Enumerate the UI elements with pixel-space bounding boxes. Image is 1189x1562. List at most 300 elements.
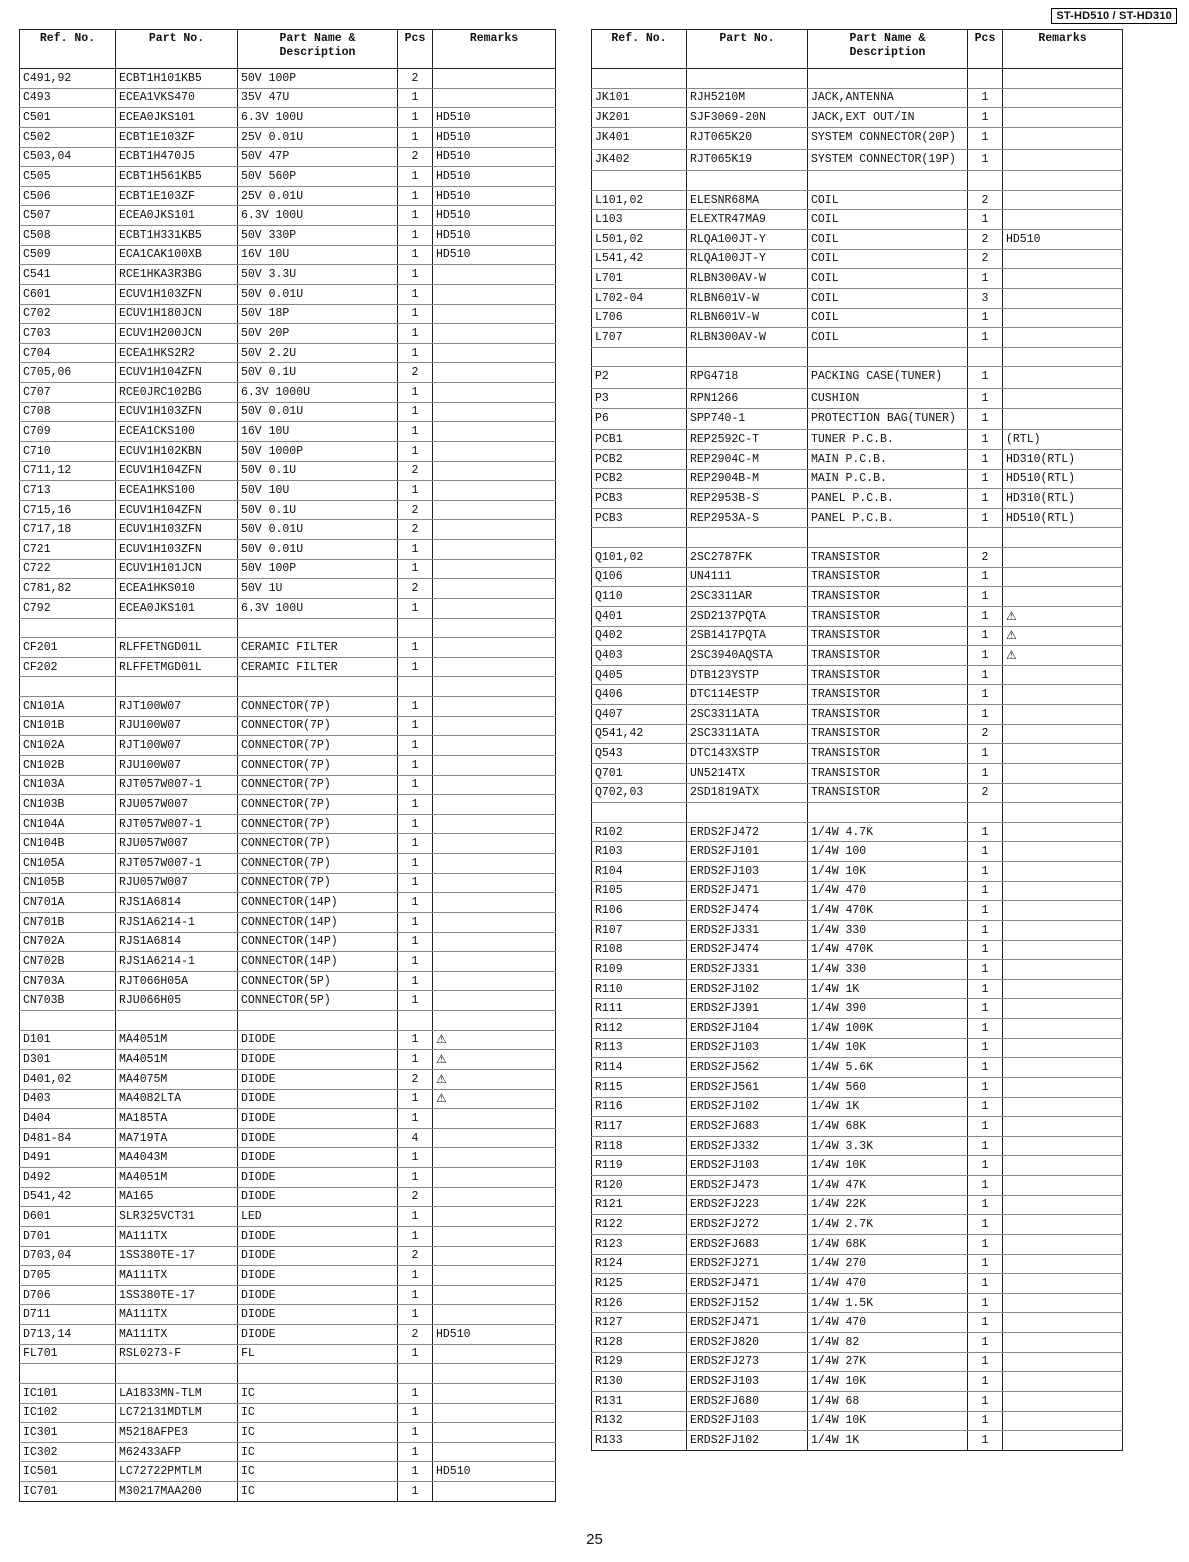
pcs-cell: 1 (968, 1117, 1003, 1137)
remarks-cell (1003, 862, 1123, 882)
table-row (592, 1019, 1123, 1039)
ref-no-cell: Q701 (592, 763, 687, 783)
pcs-cell: 2 (968, 724, 1003, 744)
part-name-cell: TRANSISTOR (808, 626, 968, 646)
pcs-cell: 1 (398, 186, 433, 206)
ref-no-cell: R116 (592, 1097, 687, 1117)
pcs-cell (968, 528, 1003, 548)
part-no-cell: ECUV1H104ZFN (116, 363, 238, 383)
part-no-cell: ECBT1H331KB5 (116, 226, 238, 246)
part-no-cell: ERDS2FJ102 (687, 979, 808, 999)
part-name-cell: TRANSISTOR (808, 685, 968, 705)
ref-no-cell: L702-04 (592, 288, 687, 308)
table-row (592, 940, 1123, 960)
pcs-cell: 1 (968, 1313, 1003, 1333)
remarks-cell (1003, 1195, 1123, 1215)
ref-no-cell: CN102B (20, 755, 116, 775)
part-name-cell: TRANSISTOR (808, 587, 968, 607)
part-no-cell: RJT065K20 (687, 127, 808, 149)
ref-no-cell: R105 (592, 881, 687, 901)
part-no-cell: MA4051M (116, 1030, 238, 1050)
remarks-cell: HD510 (433, 245, 556, 265)
ref-no-cell: L501,02 (592, 230, 687, 250)
part-name-cell: IC (238, 1442, 398, 1462)
part-name-cell: CONNECTOR(7P) (238, 736, 398, 756)
part-no-cell: ERDS2FJ273 (687, 1352, 808, 1372)
part-name-cell: MAIN P.C.B. (808, 449, 968, 469)
remarks-cell (1003, 1215, 1123, 1235)
part-name-cell: 1/4W 270 (808, 1254, 968, 1274)
remarks-cell: ⚠ (1003, 626, 1123, 646)
part-no-cell: MA4082LTA (116, 1089, 238, 1109)
remarks-cell (1003, 744, 1123, 764)
part-no-cell: ERDS2FJ102 (687, 1097, 808, 1117)
remarks-cell: HD510 (1003, 230, 1123, 250)
remarks-cell (433, 971, 556, 991)
ref-no-cell: C503,04 (20, 147, 116, 167)
part-name-cell (808, 803, 968, 823)
pcs-cell: 1 (398, 540, 433, 560)
pcs-header: Pcs (398, 30, 433, 69)
part-no-cell: 2SC2787FK (687, 548, 808, 568)
remarks-cell (433, 1403, 556, 1423)
remarks-cell (433, 873, 556, 893)
remarks-cell (433, 1442, 556, 1462)
part-name-cell: TRANSISTOR (808, 763, 968, 783)
part-name-cell: 50V 0.01U (238, 520, 398, 540)
remarks-cell (433, 88, 556, 108)
pcs-cell: 1 (398, 795, 433, 815)
part-no-cell: ECUV1H104ZFN (116, 461, 238, 481)
ref-no-cell (592, 69, 687, 89)
part-name-cell: 1/4W 470K (808, 901, 968, 921)
pcs-cell: 1 (398, 873, 433, 893)
remarks-cell (433, 363, 556, 383)
table-row (20, 952, 556, 972)
ref-no-cell: IC101 (20, 1383, 116, 1403)
table-row (20, 854, 556, 874)
ref-no-cell: Q543 (592, 744, 687, 764)
remarks-cell (1003, 127, 1123, 149)
table-row (20, 1442, 556, 1462)
table-row (592, 548, 1123, 568)
ref-no-cell: PCB2 (592, 469, 687, 489)
pcs-cell: 1 (398, 284, 433, 304)
table-row (592, 469, 1123, 489)
blank-row (592, 347, 1123, 367)
part-name-cell: 50V 0.01U (238, 284, 398, 304)
ref-no-cell: D711 (20, 1305, 116, 1325)
part-no-cell: UN5214TX (687, 763, 808, 783)
pcs-cell: 1 (398, 834, 433, 854)
table-row (592, 822, 1123, 842)
table-row (20, 88, 556, 108)
remarks-cell: ⚠ (433, 1030, 556, 1050)
ref-no-header: Ref. No. (20, 30, 116, 69)
pcs-cell: 1 (398, 1168, 433, 1188)
part-name-cell: 1/4W 10K (808, 862, 968, 882)
pcs-cell: 1 (398, 206, 433, 226)
ref-no-cell: R103 (592, 842, 687, 862)
part-name-cell: 1/4W 10K (808, 1372, 968, 1392)
part-no-cell: ERDS2FJ562 (687, 1058, 808, 1078)
part-name-cell: PANEL P.C.B. (808, 489, 968, 509)
remarks-cell (433, 481, 556, 501)
table-row (592, 606, 1123, 626)
ref-no-cell: C508 (20, 226, 116, 246)
table-row (20, 1266, 556, 1286)
table-row (592, 979, 1123, 999)
pcs-cell: 1 (398, 167, 433, 187)
ref-no-cell: Q110 (592, 587, 687, 607)
part-no-cell: ERDS2FJ101 (687, 842, 808, 862)
table-row (20, 363, 556, 383)
part-name-cell: TRANSISTOR (808, 724, 968, 744)
ref-no-cell: C781,82 (20, 579, 116, 599)
part-name-cell: 50V 1000P (238, 441, 398, 461)
part-no-cell: RLBN300AV-W (687, 269, 808, 289)
pcs-cell: 1 (398, 1266, 433, 1286)
part-no-cell: RJT065K19 (687, 149, 808, 171)
pcs-cell: 1 (968, 1156, 1003, 1176)
ref-no-cell: D481-84 (20, 1128, 116, 1148)
pcs-cell: 1 (968, 1234, 1003, 1254)
ref-no-cell: C703 (20, 324, 116, 344)
remarks-cell: ⚠ (433, 1069, 556, 1089)
ref-no-cell: R130 (592, 1372, 687, 1392)
part-name-cell: TUNER P.C.B. (808, 430, 968, 450)
part-name-cell: 1/4W 47K (808, 1176, 968, 1196)
ref-no-cell: C722 (20, 559, 116, 579)
ref-no-cell: R114 (592, 1058, 687, 1078)
table-row (592, 1215, 1123, 1235)
remarks-cell (433, 952, 556, 972)
ref-no-cell: R120 (592, 1176, 687, 1196)
part-no-cell: ECEA0JKS101 (116, 108, 238, 128)
ref-no-cell: D706 (20, 1285, 116, 1305)
part-no-cell: 2SB1417PQTA (687, 626, 808, 646)
parts-table-right-body (592, 69, 1123, 1451)
part-name-cell: 1/4W 330 (808, 920, 968, 940)
remarks-cell (1003, 842, 1123, 862)
table-row (20, 1089, 556, 1109)
part-name-cell: 1/4W 3.3K (808, 1136, 968, 1156)
remarks-cell (1003, 685, 1123, 705)
part-no-cell: ECEA0JKS101 (116, 598, 238, 618)
pcs-cell: 2 (398, 69, 433, 89)
blank-row (592, 69, 1123, 89)
ref-no-cell: R118 (592, 1136, 687, 1156)
remarks-cell (1003, 901, 1123, 921)
pcs-cell: 1 (398, 755, 433, 775)
remarks-cell (433, 1128, 556, 1148)
remarks-cell: HD510(RTL) (1003, 469, 1123, 489)
pcs-cell: 1 (398, 1226, 433, 1246)
table-row (592, 1097, 1123, 1117)
part-no-cell: REP2904C-M (687, 449, 808, 469)
ref-no-cell: IC701 (20, 1482, 116, 1502)
pcs-cell: 1 (968, 822, 1003, 842)
ref-no-cell: C721 (20, 540, 116, 560)
model-header: ST-HD510 / ST-HD310 (1051, 8, 1177, 24)
pcs-cell: 1 (968, 1431, 1003, 1451)
part-no-cell: RLQA100JT-Y (687, 230, 808, 250)
ref-no-cell: R117 (592, 1117, 687, 1137)
pcs-cell: 1 (398, 422, 433, 442)
pcs-cell: 1 (398, 304, 433, 324)
part-name-cell: 1/4W 68K (808, 1234, 968, 1254)
part-no-cell: UN4111 (687, 567, 808, 587)
table-row (592, 127, 1123, 149)
part-no-cell: ECBT1E103ZF (116, 186, 238, 206)
pcs-cell: 1 (968, 1195, 1003, 1215)
remarks-cell: HD310(RTL) (1003, 489, 1123, 509)
pcs-cell: 2 (398, 461, 433, 481)
table-row (20, 1226, 556, 1246)
part-name-cell: 50V 3.3U (238, 265, 398, 285)
part-name-cell: TRANSISTOR (808, 783, 968, 803)
table-row (20, 402, 556, 422)
part-name-cell: TRANSISTOR (808, 646, 968, 666)
table-row (592, 920, 1123, 940)
remarks-cell (433, 1246, 556, 1266)
table-row (592, 408, 1123, 430)
remarks-cell (433, 461, 556, 481)
remarks-cell (1003, 548, 1123, 568)
remarks-cell (433, 932, 556, 952)
pcs-cell: 2 (398, 520, 433, 540)
part-name-cell: COIL (808, 269, 968, 289)
part-name-cell: DIODE (238, 1168, 398, 1188)
table-row (592, 1156, 1123, 1176)
part-name-cell: CONNECTOR(7P) (238, 775, 398, 795)
pcs-cell: 1 (968, 901, 1003, 921)
table-row (20, 638, 556, 658)
part-no-cell: RPN1266 (687, 389, 808, 409)
part-no-cell: LC72722PMTLM (116, 1462, 238, 1482)
pcs-cell: 1 (968, 646, 1003, 666)
pcs-cell: 2 (398, 147, 433, 167)
part-no-cell: 2SC3940AQSTA (687, 646, 808, 666)
part-name-cell: CONNECTOR(5P) (238, 991, 398, 1011)
part-name-cell: CONNECTOR(5P) (238, 971, 398, 991)
table-row (592, 389, 1123, 409)
remarks-cell (433, 638, 556, 658)
part-no-cell: ECUV1H200JCN (116, 324, 238, 344)
pcs-cell: 2 (968, 548, 1003, 568)
part-no-cell: RJU066H05 (116, 991, 238, 1011)
part-name-cell: 1/4W 1K (808, 979, 968, 999)
part-name-cell: COIL (808, 288, 968, 308)
table-row (20, 422, 556, 442)
ref-no-cell: CN703A (20, 971, 116, 991)
pcs-cell: 1 (398, 1344, 433, 1364)
table-row (592, 149, 1123, 171)
part-no-cell: 1SS380TE-17 (116, 1285, 238, 1305)
table-row (20, 461, 556, 481)
part-name-cell: COIL (808, 210, 968, 230)
blank-row (20, 618, 556, 638)
ref-no-cell: Q407 (592, 705, 687, 725)
part-name-cell: PANEL P.C.B. (808, 508, 968, 528)
ref-no-cell: R119 (592, 1156, 687, 1176)
remarks-cell (1003, 803, 1123, 823)
part-no-cell: ECBT1E103ZF (116, 127, 238, 147)
ref-no-cell: CN702B (20, 952, 116, 972)
table-row (20, 226, 556, 246)
ref-no-cell: C505 (20, 167, 116, 187)
remarks-cell (433, 697, 556, 717)
part-name-cell: COIL (808, 328, 968, 348)
pcs-cell: 1 (968, 430, 1003, 450)
ref-no-cell: R129 (592, 1352, 687, 1372)
pcs-cell: 1 (968, 665, 1003, 685)
ref-no-cell: C709 (20, 422, 116, 442)
table-row (592, 1136, 1123, 1156)
part-name-cell: IC (238, 1462, 398, 1482)
part-no-cell: RJU057W007 (116, 834, 238, 854)
part-name-cell: 6.3V 100U (238, 598, 398, 618)
table-row (20, 265, 556, 285)
remarks-cell (433, 814, 556, 834)
pcs-cell: 1 (398, 1403, 433, 1423)
part-name-cell (238, 1011, 398, 1031)
part-name-cell: CONNECTOR(7P) (238, 854, 398, 874)
table-row (592, 108, 1123, 128)
pcs-cell: 1 (398, 893, 433, 913)
pcs-cell: 1 (968, 210, 1003, 230)
table-row (20, 1403, 556, 1423)
remarks-cell (433, 677, 556, 697)
ref-no-cell: C502 (20, 127, 116, 147)
table-row (20, 520, 556, 540)
table-row (592, 308, 1123, 328)
pcs-cell: 1 (398, 481, 433, 501)
part-name-cell: 1/4W 22K (808, 1195, 968, 1215)
part-name-cell: SYSTEM CONNECTOR(20P) (808, 127, 968, 149)
pcs-cell: 1 (398, 952, 433, 972)
part-name-cell: DIODE (238, 1050, 398, 1070)
ref-no-cell: R115 (592, 1077, 687, 1097)
remarks-cell (1003, 288, 1123, 308)
part-name-header: Part Name & Description (238, 30, 398, 69)
part-name-cell: 35V 47U (238, 88, 398, 108)
ref-no-cell: CN702A (20, 932, 116, 952)
part-no-cell: DTB123YSTP (687, 665, 808, 685)
ref-no-cell: D713,14 (20, 1325, 116, 1345)
ref-no-cell: R110 (592, 979, 687, 999)
table-row (592, 1313, 1123, 1333)
remarks-cell (1003, 705, 1123, 725)
pcs-cell: 1 (968, 149, 1003, 171)
remarks-cell (1003, 1058, 1123, 1078)
ref-no-cell: JK401 (592, 127, 687, 149)
remarks-cell: (RTL) (1003, 430, 1123, 450)
table-row (20, 795, 556, 815)
part-name-cell: 50V 560P (238, 167, 398, 187)
table-row (592, 1195, 1123, 1215)
ref-no-cell: Q106 (592, 567, 687, 587)
table-row (592, 367, 1123, 389)
part-no-cell: RJU057W007 (116, 795, 238, 815)
part-name-cell: PROTECTION BAG(TUNER) (808, 408, 968, 430)
part-no-cell: M5218AFPE3 (116, 1423, 238, 1443)
table-row (592, 1274, 1123, 1294)
part-no-header: Part No. (116, 30, 238, 69)
pcs-cell: 1 (398, 716, 433, 736)
part-name-cell (238, 1364, 398, 1384)
pcs-cell: 1 (398, 402, 433, 422)
pcs-cell: 1 (968, 269, 1003, 289)
part-no-cell: ECA1CAK100XB (116, 245, 238, 265)
table-row (592, 1391, 1123, 1411)
table-row (20, 991, 556, 1011)
part-no-cell: MA165 (116, 1187, 238, 1207)
part-name-cell: DIODE (238, 1109, 398, 1129)
pcs-cell: 1 (968, 1176, 1003, 1196)
pcs-cell: 1 (968, 842, 1003, 862)
ref-no-cell: PCB3 (592, 508, 687, 528)
table-row (592, 881, 1123, 901)
part-name-cell: FL (238, 1344, 398, 1364)
table-row (592, 1234, 1123, 1254)
remarks-cell (433, 422, 556, 442)
table-row (20, 1148, 556, 1168)
pcs-cell: 2 (398, 1069, 433, 1089)
ref-no-cell: CN101A (20, 697, 116, 717)
table-row (592, 862, 1123, 882)
pcs-cell: 1 (968, 1352, 1003, 1372)
part-no-cell: ERDS2FJ103 (687, 1411, 808, 1431)
pcs-cell: 1 (968, 960, 1003, 980)
remarks-cell (1003, 979, 1123, 999)
part-no-cell (687, 171, 808, 191)
part-no-cell: MA111TX (116, 1226, 238, 1246)
part-no-cell: RJU100W07 (116, 716, 238, 736)
table-header-row (20, 30, 556, 69)
part-name-cell: DIODE (238, 1148, 398, 1168)
part-name-cell: 1/4W 68K (808, 1117, 968, 1137)
pcs-cell: 2 (968, 249, 1003, 269)
ref-no-cell: R126 (592, 1293, 687, 1313)
table-row (592, 724, 1123, 744)
remarks-cell (1003, 1176, 1123, 1196)
ref-no-cell: C493 (20, 88, 116, 108)
remarks-cell (1003, 881, 1123, 901)
part-no-cell: ERDS2FJ820 (687, 1333, 808, 1353)
ref-no-cell: CN101B (20, 716, 116, 736)
part-no-cell: MA111TX (116, 1325, 238, 1345)
remarks-cell (1003, 1352, 1123, 1372)
part-name-cell: DIODE (238, 1266, 398, 1286)
part-no-cell (687, 347, 808, 367)
ref-no-cell: IC302 (20, 1442, 116, 1462)
part-no-cell: ERDS2FJ271 (687, 1254, 808, 1274)
pcs-cell: 1 (968, 389, 1003, 409)
part-no-cell: 2SD1819ATX (687, 783, 808, 803)
pcs-cell: 1 (398, 991, 433, 1011)
table-row (592, 1038, 1123, 1058)
part-name-cell: 50V 20P (238, 324, 398, 344)
ref-no-cell: R104 (592, 862, 687, 882)
remarks-cell (1003, 1274, 1123, 1294)
remarks-cell (433, 1011, 556, 1031)
part-name-cell: 50V 10U (238, 481, 398, 501)
pcs-cell: 1 (968, 1019, 1003, 1039)
table-row (20, 559, 556, 579)
table-row (20, 481, 556, 501)
part-no-cell: ERDS2FJ471 (687, 1274, 808, 1294)
